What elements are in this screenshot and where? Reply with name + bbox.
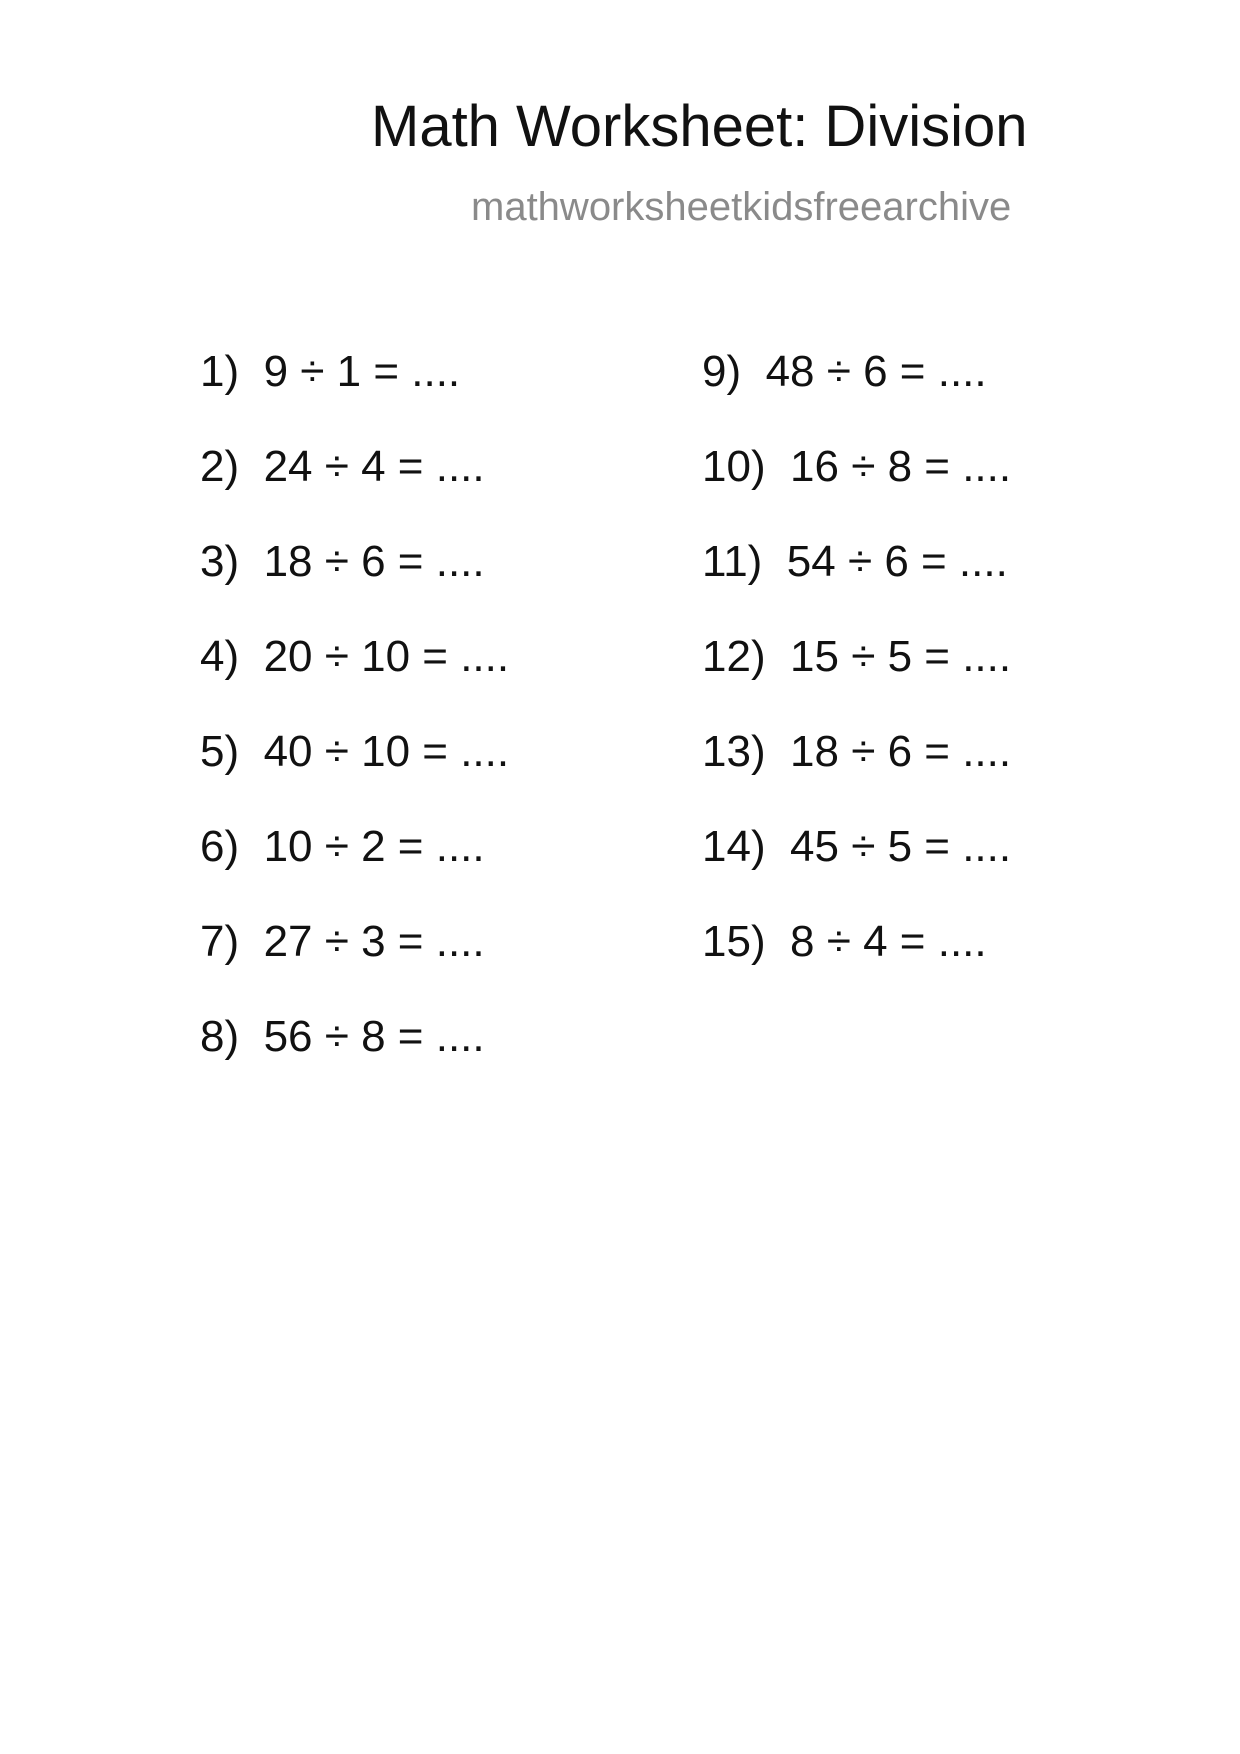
problem-8: 8) 56 ÷ 8 = .... xyxy=(200,1012,485,1061)
problem-1: 1) 9 ÷ 1 = .... xyxy=(200,347,461,396)
problems-column-left xyxy=(200,347,510,1110)
problem-10: 10) 16 ÷ 8 = .... xyxy=(702,442,1012,491)
problem-7: 7) 27 ÷ 3 = .... xyxy=(200,917,485,966)
problem-3: 3) 18 ÷ 6 = .... xyxy=(200,537,485,586)
problem-9: 9) 48 ÷ 6 = .... xyxy=(702,347,987,396)
problem-12: 12) 15 ÷ 5 = .... xyxy=(702,632,1012,681)
problem-6: 6) 10 ÷ 2 = .... xyxy=(200,822,485,871)
page-subtitle: mathworksheetkidsfreearchive xyxy=(471,185,1012,229)
problem-13: 13) 18 ÷ 6 = .... xyxy=(702,727,1012,776)
problem-14: 14) 45 ÷ 5 = .... xyxy=(702,822,1012,871)
problem-15: 15) 8 ÷ 4 = .... xyxy=(702,917,987,966)
problems-column-right xyxy=(702,347,1012,1015)
problem-4: 4) 20 ÷ 10 = .... xyxy=(200,632,510,681)
problem-11: 11) 54 ÷ 6 = .... xyxy=(702,537,1008,586)
problem-5: 5) 40 ÷ 10 = .... xyxy=(200,727,510,776)
page-title: Math Worksheet: Division xyxy=(371,94,1028,159)
problem-2: 2) 24 ÷ 4 = .... xyxy=(200,442,485,491)
